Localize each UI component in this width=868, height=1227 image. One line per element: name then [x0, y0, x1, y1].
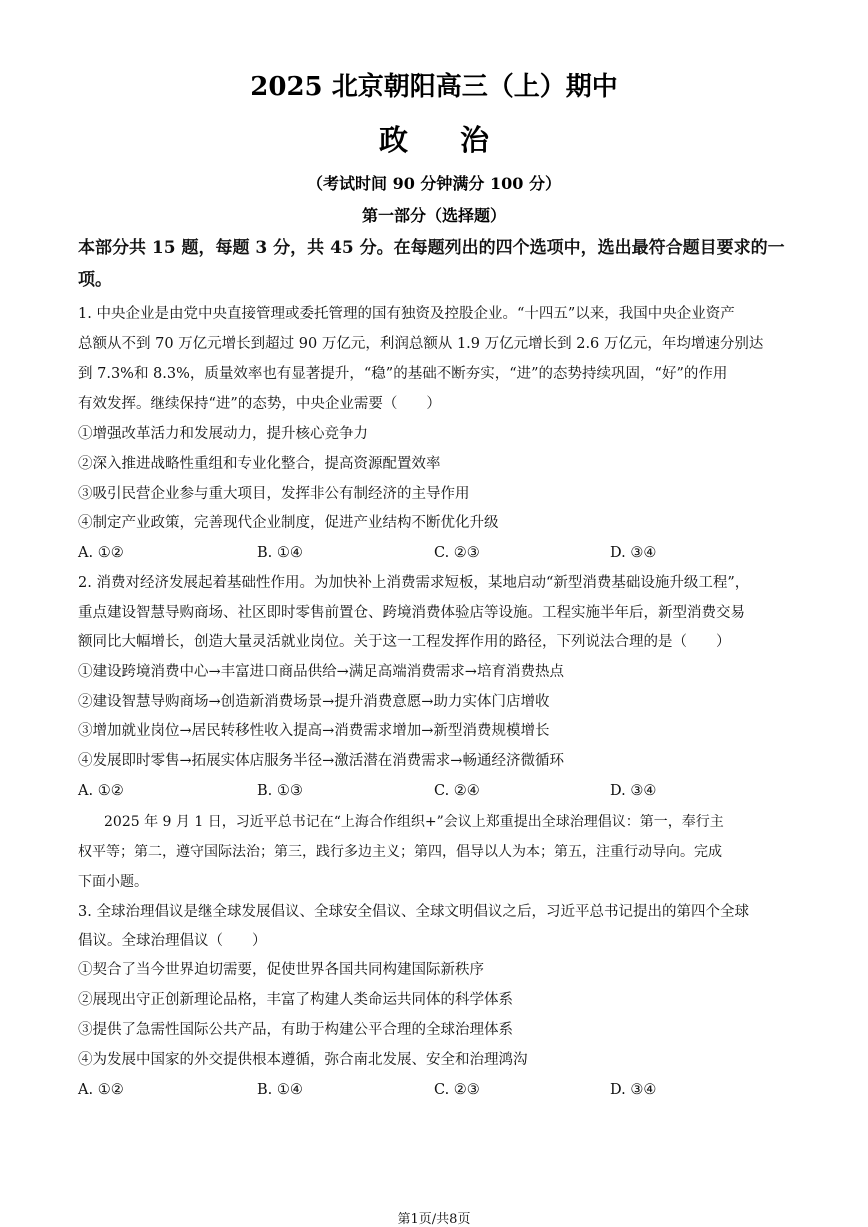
q3-item: ④为发展中国家的外交提供根本遵循，弥合南北发展、安全和治理鸿沟 — [78, 1052, 528, 1068]
instruction-line: 本部分共 15 题，每题 3 分，共 45 分。在每题列出的四个选项中，选出最符合题目要求的一 — [78, 238, 785, 258]
q2-stem-line: 重点建设智慧导购商场、社区即时零售前置仓、跨境消费体验店等设施。工程实施半年后，新型消费交易 — [78, 605, 745, 621]
q1-option-b[interactable]: B. ①④ — [257, 545, 303, 561]
q2-item: ②建设智慧导购商场→创造新消费场景→提升消费意愿→助力实体门店增收 — [78, 694, 550, 710]
exam-title: 2025 北京朝阳高三（上）期中 — [250, 72, 618, 102]
page-number: 第1页/共8页 — [397, 1212, 471, 1227]
q3-item: ①契合了当今世界迫切需要，促使世界各国共同构建国际新秩序 — [78, 962, 484, 978]
q1-stem-line: 总额从不到 70 万亿元增长到超过 90 万亿元，利润总额从 1.9 万亿元增长到 2.6 万亿元，年均增速分别达 — [78, 336, 764, 352]
instruction-line: 项。 — [78, 270, 112, 290]
q2-option-a[interactable]: A. ①② — [78, 783, 124, 799]
q3-stem-line: 倡议。全球治理倡议（ ） — [78, 933, 267, 949]
material-line: 下面小题。 — [78, 874, 148, 890]
subject-char-1: 政 — [378, 123, 408, 157]
q2-item: ④发展即时零售→拓展实体店服务半径→激活潜在消费需求→畅通经济微循环 — [78, 753, 564, 769]
part-title: 第一部分（选择题） — [361, 206, 506, 225]
q1-item: ④制定产业政策，完善现代企业制度，促进产业结构不断优化升级 — [78, 515, 499, 531]
material-line: 2025 年 9 月 1 日，习近平总书记在“上海合作组织+”会议上郑重提出全球治理倡议：第一，奉行主 — [104, 814, 724, 830]
q1-option-a[interactable]: A. ①② — [78, 545, 124, 561]
q1-item: ②深入推进战略性重组和专业化整合，提高资源配置效率 — [78, 456, 441, 472]
q2-stem-line: 额同比大幅增长，创造大量灵活就业岗位。关于这一工程发挥作用的路径，下列说法合理的是（ ） — [78, 634, 731, 650]
material-line: 权平等；第二，遵守国际法治；第三，践行多边主义；第四，倡导以人为本；第五，注重行动导向。完成 — [78, 844, 722, 860]
q3-item: ③提供了急需性国际公共产品，有助于构建公平合理的全球治理体系 — [78, 1022, 513, 1038]
q2-item: ①建设跨境消费中心→丰富进口商品供给→满足高端消费需求→培育消费热点 — [78, 664, 564, 680]
q2-option-d[interactable]: D. ③④ — [610, 783, 657, 799]
q3-option-c[interactable]: C. ②③ — [434, 1082, 480, 1098]
q1-options — [78, 543, 800, 563]
q2-options — [78, 781, 800, 801]
q3-option-b[interactable]: B. ①④ — [257, 1082, 303, 1098]
subject-char-2: 治 — [460, 123, 490, 157]
q1-stem-line: 1. 中央企业是由党中央直接管理或委托管理的国有独资及控股企业。“十四五”以来，我国中央企业资产 — [78, 306, 735, 322]
q3-stem-line: 3. 全球治理倡议是继全球发展倡议、全球安全倡议、全球文明倡议之后，习近平总书记提出的第四个全球 — [78, 904, 749, 920]
q2-item: ③增加就业岗位→居民转移性收入提高→消费需求增加→新型消费规模增长 — [78, 723, 550, 739]
q1-item: ①增强改革活力和发展动力，提升核心竞争力 — [78, 426, 368, 442]
q3-option-a[interactable]: A. ①② — [78, 1082, 124, 1098]
q3-item: ②展现出守正创新理论品格，丰富了构建人类命运共同体的科学体系 — [78, 992, 513, 1008]
q1-item: ③吸引民营企业参与重大项目，发挥非公有制经济的主导作用 — [78, 486, 470, 502]
q2-option-b[interactable]: B. ①③ — [257, 783, 303, 799]
q3-option-d[interactable]: D. ③④ — [610, 1082, 657, 1098]
q1-stem-line: 有效发挥。继续保持“进”的态势，中央企业需要（ ） — [78, 396, 441, 412]
subject-title — [0, 118, 868, 159]
q2-stem-line: 2. 消费对经济发展起着基础性作用。为加快补上消费需求短板，某地启动“新型消费基础设施升级工程”， — [78, 575, 750, 591]
q1-stem-line: 到 7.3%和 8.3%，质量效率也有显著提升，“稳”的基础不断夯实，“进”的态势持续巩固，“好”的作用 — [78, 366, 728, 382]
q1-option-d[interactable]: D. ③④ — [610, 545, 657, 561]
q3-options — [78, 1080, 800, 1100]
q2-option-c[interactable]: C. ②④ — [434, 783, 480, 799]
q1-option-c[interactable]: C. ②③ — [434, 545, 480, 561]
exam-info: （考试时间 90 分钟满分 100 分） — [307, 174, 561, 193]
